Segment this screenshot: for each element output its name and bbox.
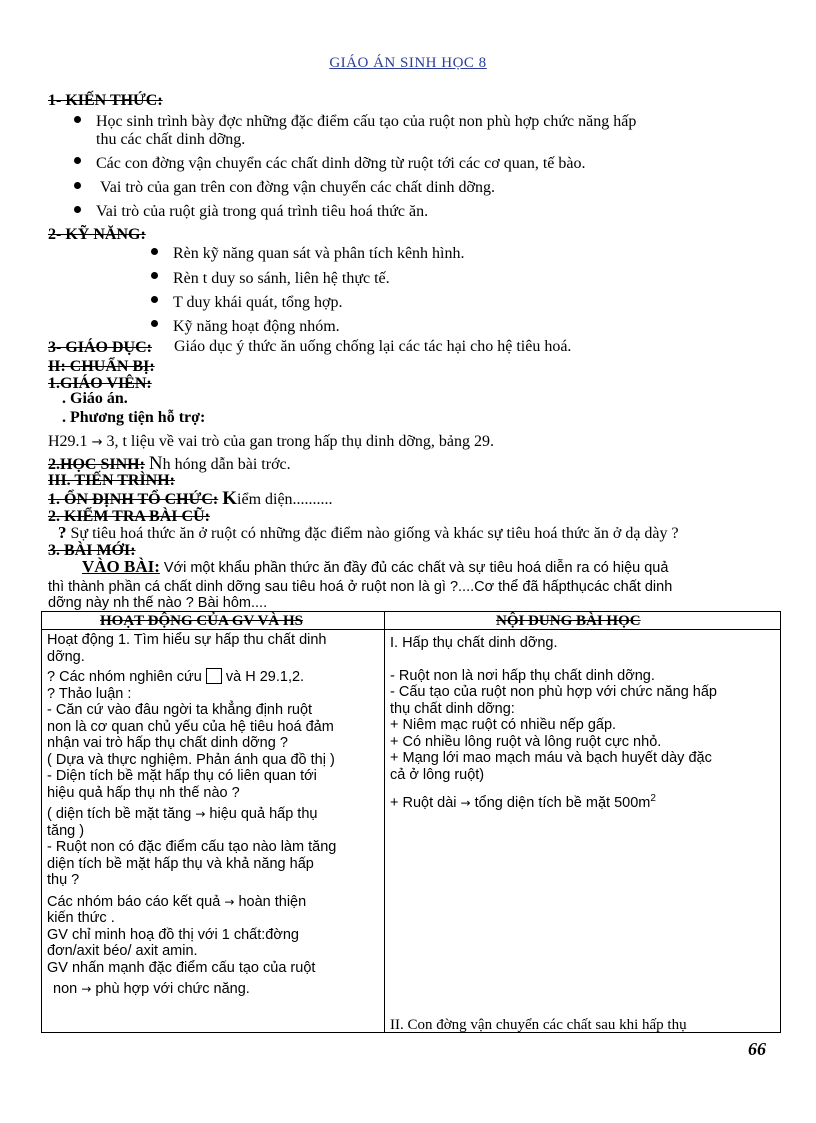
content-line: + Mạng lới mao mạch máu và bạch huyết dày đặc [390,750,712,766]
activity-line: diện tích bề mặt hấp thụ và khả năng hấp [47,855,314,872]
activity-line: Hoạt động 1. Tìm hiểu sự hấp thu chất dinh [47,632,327,648]
activity-text: Các nhóm báo cáo kết quả [47,893,221,910]
document-header: GIÁO ÁN SINH HỌC 8 [329,55,487,71]
activity-text: hoàn thiện [238,893,307,910]
bullet-icon [151,296,158,303]
activity-line: thụ ? [47,872,80,888]
activity-line: nhận vai trò hấp thụ chất dinh dỡng ? [47,735,288,751]
figure-ref: H29.1 [48,433,88,450]
activity-line: kiến thức . [47,910,115,926]
activity-line: ( Dựa và thực nghiệm. Phản ánh qua đồ thị ) [47,751,335,768]
activity-line: - Căn cứ vào đâu ngời ta khẳng định ruột [47,702,313,718]
activity-text: ? Các nhóm nghiên cứu [47,669,202,685]
content-text: tổng diện tích bề mặt 500m [474,794,651,811]
org-text-initial: K [222,488,238,509]
activity-line: GV nhấn mạnh đặc điểm cấu tạo của ruột [47,959,316,976]
activity-line: GV chỉ minh hoạ đồ thị với 1 chất:đờng [47,926,299,943]
content-line: - Ruột non là nơi hấp thụ chất dinh dỡng. [390,667,655,684]
activity-line: non là cơ quan chủ yếu của hệ tiêu hoá đảm [47,718,334,735]
arrow-icon: → [224,894,235,909]
table-column-divider [384,611,385,1033]
student-text-initial: N [148,453,163,474]
activity-text: phù hợp với chức năng. [95,981,250,997]
superscript: 2 [650,793,656,804]
section-2-item: Rèn t duy so sánh, liên hệ thực tế. [173,270,390,287]
bullet-icon [151,272,158,279]
page-number: 66 [748,1039,766,1059]
table-cell-activities [47,632,382,998]
content-line: - Cấu tạo của ruột non phù hợp với chức năng hấp [390,684,717,700]
intro-label: VÀO BÀI: [82,557,160,576]
table-header-activity: HOẠT ĐỘNG CỦA GV VÀ HS [100,613,303,629]
activity-line [47,981,382,998]
content-line: + Niêm mạc ruột có nhiều nếp gấp. [390,717,617,733]
activity-text: non [53,981,78,997]
intro-text: Với một khẩu phần thức ăn đầy đủ các chất và sự tiêu hoá diễn ra có hiệu quả [163,560,669,576]
checkbox-icon [206,668,222,684]
content-line: + Có nhiều lông ruột và lông ruột cực nhỏ. [390,733,662,750]
new-lesson-heading: 3. BÀI MỚI: [48,542,136,559]
arrow-icon: → [91,435,103,450]
intro-text: thì thành phần cá chất dinh dỡng sau tiêu hoá ở ruột non là gì ?....Cơ thể đã hấpthụcác chất dinh [48,579,673,595]
activity-text: và H 29.1,2. [225,669,305,685]
teacher-item: . Giáo án. [62,390,128,407]
table-header-content: NỘI DUNG BÀI HỌC [496,613,641,629]
activity-line [47,894,382,911]
content-text: + Ruột dài [390,794,457,811]
section-iii-heading: III. TIẾN TRÌNH: [48,472,176,489]
student-text: h hóng dẫn bài trớc. [162,456,291,473]
org-heading: 1. ỔN ĐỊNH TỔ CHỨC: [48,491,219,508]
content-line: cả ở lông ruột) [390,766,485,783]
section-3-heading: 3- GIÁO DỤC: [48,339,152,356]
table-cell-content [390,635,780,811]
section-ii-heading: II: CHUẨN BỊ: [48,358,155,375]
check-heading: 2. KIỂM TRA BÀI CŨ: [48,508,210,525]
section-1-item: Vai trò của ruột già trong quá trình tiêu hoá thức ăn. [96,203,429,220]
section-1-item: Vai trò của gan trên con đờng vận chuyển các chất dinh dỡng. [100,179,496,196]
activity-line: ? Thảo luận : [47,685,132,702]
intro-text: dỡng này nh thế nào ? Bài hôm.... [48,595,268,611]
section-1-item: thu các chất dinh dỡng. [96,131,246,148]
bullet-icon [74,182,81,189]
activity-line: dỡng. [47,648,85,665]
question-mark: ? [58,523,67,542]
section-2-item: Kỹ năng hoạt động nhóm. [173,318,340,335]
arrow-icon: → [81,982,92,996]
content-line: thụ chất dinh dỡng: [390,700,515,717]
section-2-item: T duy khái quát, tổng hợp. [173,294,343,311]
check-question [58,523,679,543]
check-text: Sự tiêu hoá thức ăn ở ruột có những đặc điểm nào giống và khác sự tiêu hoá thức ăn ở dạ dày ? [70,525,679,542]
section-1-item: Các con đờng vận chuyển các chất dinh dỡng từ ruột tới các cơ quan, tế bào. [96,155,586,172]
arrow-icon: → [460,795,471,810]
teacher-heading: 1.GIÁO VIÊN: [48,375,152,392]
section-2-heading: 2- KỸ NĂNG: [48,226,146,243]
activity-line: - Diện tích bề mặt hấp thụ có liên quan tới [47,768,317,784]
section-2-item: Rèn kỹ năng quan sát và phân tích kênh hình. [173,245,465,262]
activity-text: hiệu quả hấp thụ [209,806,318,822]
content-line [390,791,780,811]
activity-line: đơn/axit béo/ axit amin. [47,943,198,959]
activity-line: - Ruột non có đặc điểm cấu tạo nào làm tăng [47,839,337,855]
section-1-heading: 1- KIẾN THỨC: [48,92,163,109]
bullet-icon [74,157,81,164]
content-line: II. Con đờng vận chuyển các chất sau khi hấp thụ [390,1017,687,1033]
bullet-icon [74,206,81,213]
resource-text: 3, t liệu về vai trò của gan trong hấp thụ dinh dỡng, bảng 29. [106,433,494,450]
org-text: iểm diện.......... [237,491,333,508]
section-1-item: Học sinh trình bày đợc những đặc điểm cấu tạo của ruột non phù hợp chức năng hấp [96,113,637,130]
activity-line [47,668,382,686]
content-line: I. Hấp thụ chất dinh dỡng. [390,635,558,651]
teacher-item: . Phương tiện hỗ trợ: [62,409,206,426]
activity-line: tăng ) [47,822,85,839]
arrow-icon: → [195,807,206,821]
activity-text: ( diện tích bề mặt tăng [47,806,192,822]
activity-line: hiệu quả hấp thụ nh thế nào ? [47,784,240,801]
student-heading: 2.HỌC SINH: [48,456,145,473]
section-3-text: Giáo dục ý thức ăn uống chống lại các tác hại cho hệ tiêu hoá. [174,338,572,355]
bullet-icon [151,320,158,327]
intro-line [82,557,668,577]
teacher-resources [48,433,494,451]
activity-line [47,806,382,823]
bullet-icon [74,116,81,123]
org-line [48,488,333,510]
bullet-icon [151,248,158,255]
